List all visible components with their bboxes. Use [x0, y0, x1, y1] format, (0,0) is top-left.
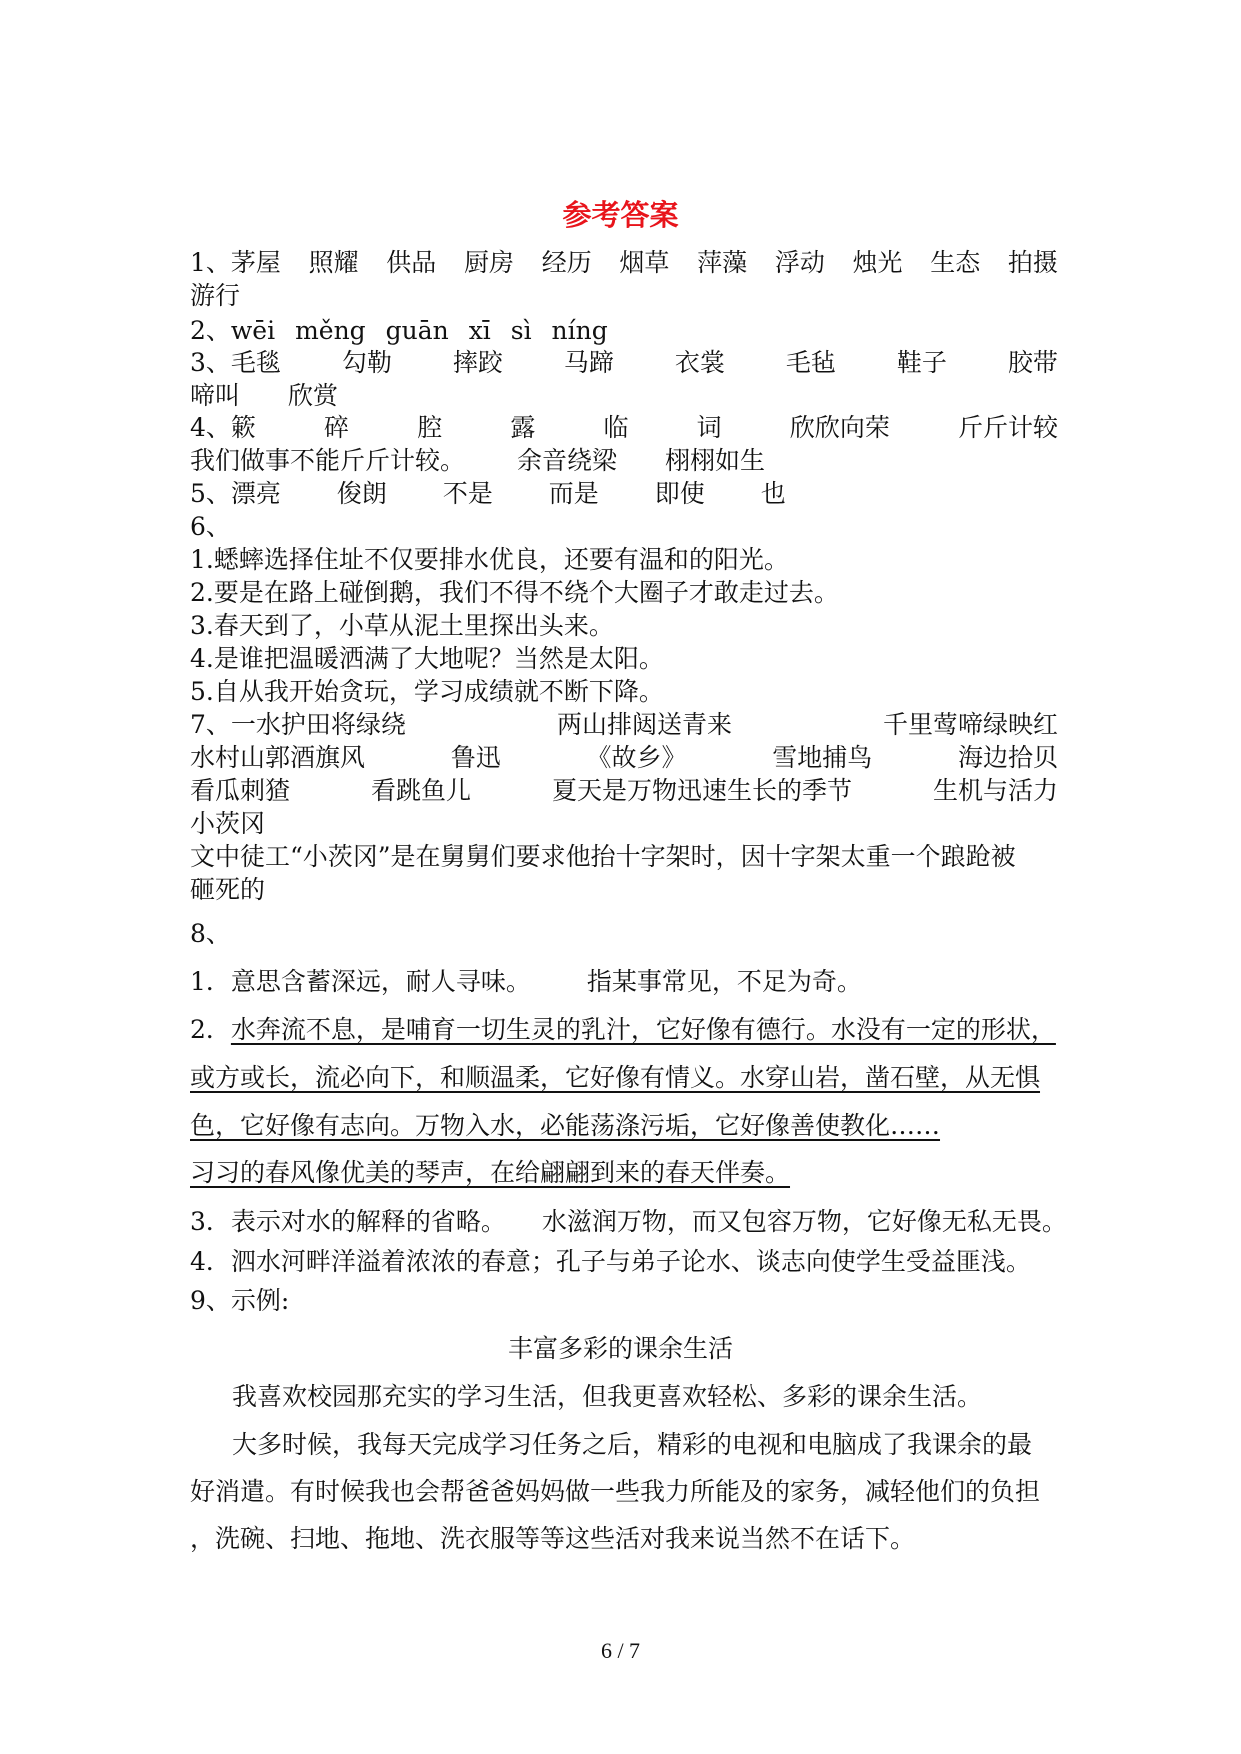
q6-line: 4.是谁把温暖洒满了大地呢？当然是太阳。	[190, 644, 664, 673]
q3-item: 摔跤	[452, 348, 503, 377]
q7-item: 《故乡》	[586, 743, 687, 772]
q4-item: 词	[696, 413, 722, 442]
q1-item: 拍摄	[1007, 248, 1058, 277]
q3-item: 胶带	[1007, 348, 1058, 377]
q7-line: 砸死的	[190, 875, 266, 904]
q2-answer	[190, 314, 608, 348]
q2-item: guān	[385, 316, 449, 345]
q4-item: 碎	[324, 413, 350, 442]
q7-row	[190, 708, 1058, 742]
q5-item: 而是	[548, 479, 599, 508]
q3-continuation	[190, 379, 338, 413]
q6-line: 1.蟋蟀选择住址不仅要排水优良，还要有温和的阳光。	[190, 545, 789, 574]
q7-item: 千里莺啼绿映红	[882, 710, 1058, 739]
q8-a1-part: 1．意思含蓄深远，耐人寻味。	[190, 967, 531, 996]
q4-cont-item: 我们做事不能斤斤计较。	[190, 446, 466, 475]
q1-item: 萍藻	[697, 248, 748, 277]
q7-line: 文中徒工“小茨冈”是在舅舅们要求他抬十字架时，因十字架太重一个踉跄被	[190, 842, 1016, 871]
q4-item: 临	[603, 413, 629, 442]
q6-line: 2.要是在路上碰倒鹅，我们不得不绕个大圈子才敢走过去。	[190, 578, 839, 607]
q8-label: 8、	[190, 919, 231, 948]
q3-row	[190, 346, 1058, 380]
q3-item: 衣裳	[674, 348, 725, 377]
q4-cont-item: 余音绕梁	[516, 446, 617, 475]
q1-item: 供品	[386, 248, 437, 277]
essay-paragraph-line: 好消遣。有时候我也会帮爸爸妈妈做一些我力所能及的家务，减轻他们的负担	[190, 1477, 1041, 1506]
q7-item: 鲁迅	[450, 743, 501, 772]
q1-item: 生态	[930, 248, 981, 277]
q6-line: 3.春天到了，小草从泥土里探出头来。	[190, 611, 614, 640]
essay-paragraph-line: ，洗碗、扫地、拖地、洗衣服等等这些活对我来说当然不在话下。	[190, 1524, 916, 1553]
q4-continuation	[190, 444, 765, 478]
page-title: 参考答案	[562, 198, 679, 232]
q4-cont-item: 栩栩如生	[664, 446, 765, 475]
q5-item: 也	[760, 479, 786, 508]
q4-item: 露	[510, 413, 536, 442]
q7-item: 夏天是万物迅速生长的季节	[551, 776, 852, 805]
q7-item: 两山排闼送青来	[556, 710, 732, 739]
q3-item: 鞋子	[896, 348, 947, 377]
q1-item: 烛光	[852, 248, 903, 277]
q7-row	[190, 774, 1058, 808]
q2-item: 2、wēi	[190, 316, 276, 345]
q7-item: 雪地捕鸟	[772, 743, 873, 772]
page-number: 6 / 7	[600, 1638, 641, 1663]
q8-answer-3	[190, 1205, 1067, 1239]
q4-item: 欣欣向荣	[789, 413, 890, 442]
q8-a3-part: 水滋润万物，而又包容万物，它好像无私无畏。	[541, 1207, 1067, 1236]
q5-item: 不是	[442, 479, 493, 508]
q7-item: 看瓜刺猹	[190, 776, 291, 805]
q6-line: 5.自从我开始贪玩，学习成绩就不断下降。	[190, 677, 664, 706]
q5-item: 5、漂亮	[190, 479, 281, 508]
essay-paragraph-line: 大多时候，我每天完成学习任务之后，精彩的电视和电脑成了我课余的最	[232, 1430, 1033, 1459]
q3-item: 3、毛毯	[190, 348, 281, 377]
q4-item: 腔	[417, 413, 443, 442]
q2-item: měng	[295, 316, 366, 345]
q2-item: níng	[551, 316, 608, 345]
q3-item: 毛毡	[785, 348, 836, 377]
q3-item: 勾勒	[341, 348, 392, 377]
q8-a2-underlined: 习习的春风像优美的琴声，在给翩翩到来的春天伴奏。	[190, 1158, 791, 1187]
q8-a2-prefix: 2．	[190, 1015, 231, 1044]
q2-item: sì	[510, 316, 532, 345]
essay-title: 丰富多彩的课余生活	[507, 1334, 733, 1363]
q8-a2-underlined: 或方或长，流必向下，和顺温柔，它好像有情义。水穿山岩，凿石壁，从无惧	[190, 1063, 1041, 1092]
q5-answer	[190, 477, 786, 511]
q7-line: 小茨冈	[190, 809, 266, 838]
q4-row	[190, 411, 1058, 445]
essay-paragraph: 我喜欢校园那充实的学习生活，但我更喜欢轻松、多彩的课余生活。	[232, 1382, 983, 1411]
q1-item: 烟草	[619, 248, 670, 277]
q1-item: 1、茅屋	[190, 248, 281, 277]
q8-a2-underlined: 水奔流不息，是哺育一切生灵的乳汁，它好像有德行。水没有一定的形状，	[230, 1015, 1056, 1044]
q9-label: 9、示例:	[190, 1286, 290, 1315]
q7-row	[190, 741, 1058, 775]
q8-answer-4: 4．泗水河畔洋溢着浓浓的春意；孔子与弟子论水、谈志向使学生受益匪浅。	[190, 1247, 1031, 1276]
q4-item: 4、簌	[190, 413, 256, 442]
q3-item: 马蹄	[563, 348, 614, 377]
q7-item: 看跳鱼儿	[370, 776, 471, 805]
q5-item: 俊朗	[336, 479, 387, 508]
q8-answer-1	[190, 965, 862, 999]
q8-a1-part: 指某事常见，不足为奇。	[586, 967, 862, 996]
q1-item: 浮动	[774, 248, 825, 277]
q7-item: 水村山郭酒旗风	[190, 743, 366, 772]
q7-item: 海边拾贝	[957, 743, 1058, 772]
q1-row	[190, 246, 1058, 280]
q7-item: 生机与活力	[932, 776, 1058, 805]
q7-item: 7、一水护田将绿绕	[190, 710, 406, 739]
q8-answer-2-line	[190, 1013, 1056, 1047]
q1-item: 经历	[541, 248, 592, 277]
q5-item: 即使	[654, 479, 705, 508]
q8-a2-underlined: 色，它好像有志向。万物入水，必能荡涤污垢，它好像善使教化……	[190, 1111, 941, 1140]
q4-item: 斤斤计较	[957, 413, 1058, 442]
q1-continuation: 游行	[190, 281, 241, 310]
q8-a3-part: 3．表示对水的解释的省略。	[190, 1207, 506, 1236]
q2-item: xī	[468, 316, 491, 345]
q1-item: 厨房	[464, 248, 515, 277]
q3-cont-item: 欣赏	[287, 381, 338, 410]
q6-label: 6、	[190, 512, 231, 541]
q1-item: 照耀	[308, 248, 359, 277]
q3-cont-item: 啼叫	[190, 381, 241, 410]
